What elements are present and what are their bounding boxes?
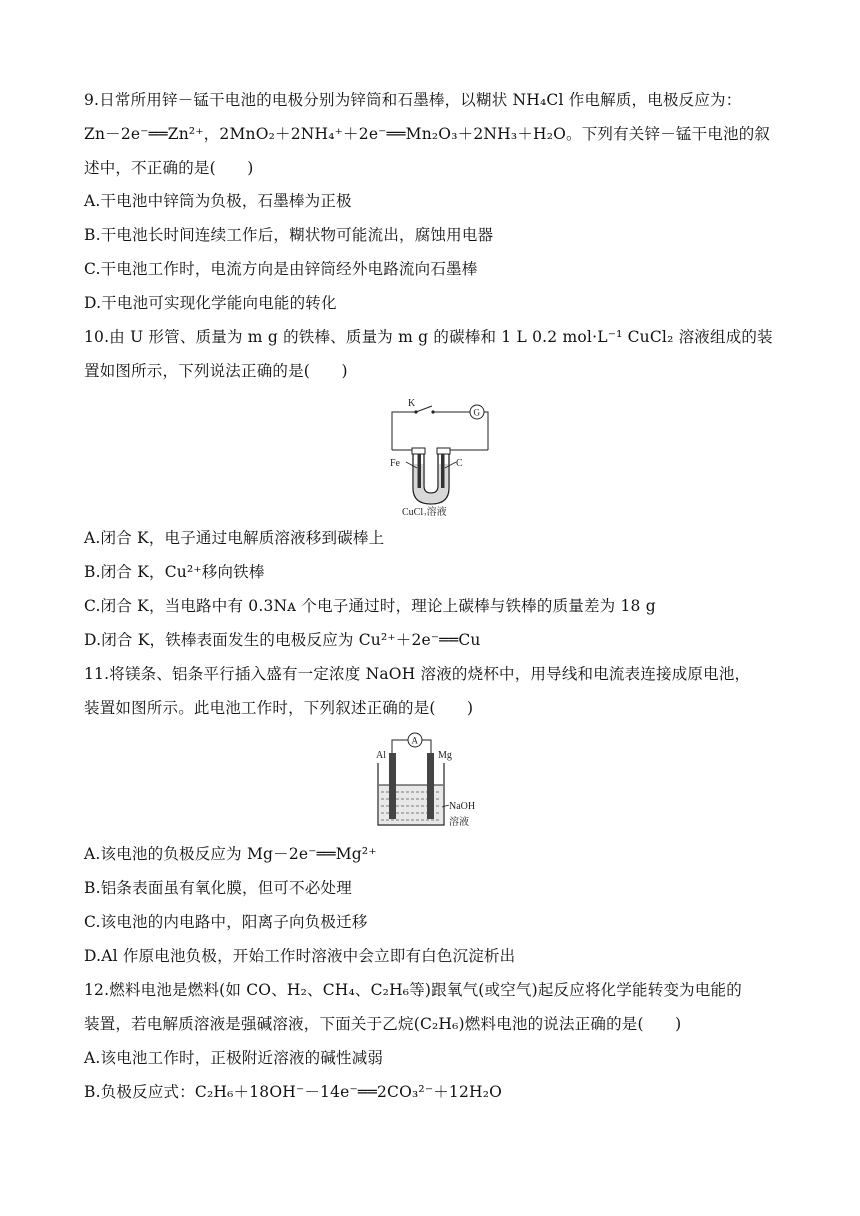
q11-stem-line-2: 装置如图所示。此电池工作时，下列叙述正确的是( ) — [84, 699, 474, 717]
q9-stem-line-2: Zn－2e⁻══Zn²⁺，2MnO₂＋2NH₄⁺＋2e⁻══Mn₂O₃＋2NH₃＋H₂O。下列有关锌－锰干电池的叙 — [84, 125, 771, 143]
q10-stem-line-1: 10.由 U 形管、质量为 m g 的铁棒、质量为 m g 的碳棒和 1 L 0.2 mol·L⁻¹ CuCl₂ 溶液组成的装 — [84, 328, 773, 346]
q10-option-d: D.闭合 K，铁棒表面发生的电极反应为 Cu²⁺＋2e⁻══Cu — [84, 631, 481, 649]
q11-ammeter-label: A — [411, 735, 418, 746]
q9-option-c: C.干电池工作时，电流方向是由锌筒经外电路流向石墨棒 — [84, 260, 478, 278]
q10-fe-label: Fe — [390, 458, 400, 469]
q11-mg-label: Mg — [438, 750, 452, 761]
q9-stem-line-1: 9.日常所用锌－锰干电池的电极分别为锌筒和石墨棒，以糊状 NH₄Cl 作电解质，电极反应为： — [84, 91, 742, 109]
q12-stem-line-2: 装置，若电解质溶液是强碱溶液，下面关于乙烷(C₂H₆)燃料电池的说法正确的是( ) — [84, 1015, 682, 1033]
q11-option-d: D.Al 作原电池负极，开始工作时溶液中会立即有白色沉淀析出 — [84, 947, 516, 965]
q10-u-tube-figure — [380, 392, 490, 516]
q10-solution-label: CuCl₂溶液 — [402, 507, 447, 516]
q11-stem-line-1: 11.将镁条、铝条平行插入盛有一定浓度 NaOH 溶液的烧杯中，用导线和电流表连接成原电池， — [84, 665, 751, 683]
q11-beaker-figure — [372, 729, 492, 833]
q12-option-b: B.负极反应式：C₂H₆＋18OH⁻－14e⁻══2CO₃²⁻＋12H₂O — [84, 1083, 503, 1101]
q11-option-c: C.该电池的内电路中，阳离子向负极迁移 — [84, 913, 368, 931]
q9-option-a: A.干电池中锌筒为负极，石墨棒为正极 — [84, 192, 352, 210]
q11-naoh-label: NaOH — [449, 801, 476, 812]
q12-stem-line-1: 12.燃料电池是燃料(如 CO、H₂、CH₄、C₂H₆等)跟氧气(或空气)起反应将化学能转变为电能的 — [84, 981, 742, 999]
q12-option-a: A.该电池工作时，正极附近溶液的碱性减弱 — [84, 1049, 384, 1067]
q10-option-a: A.闭合 K，电子通过电解质溶液移到碳棒上 — [84, 529, 385, 547]
q10-c-label: C — [456, 458, 463, 469]
q11-al-label: Al — [376, 750, 386, 761]
q9-stem-line-3: 述中，不正确的是( ) — [84, 159, 254, 177]
q11-option-a: A.该电池的负极反应为 Mg－2e⁻══Mg²⁺ — [84, 845, 377, 863]
q9-option-d: D.干电池可实现化学能向电能的转化 — [84, 294, 337, 312]
q11-solution-label: 溶液 — [449, 817, 469, 828]
q11-option-b: B.铝条表面虽有氧化膜，但可不必处理 — [84, 879, 352, 897]
q10-galvanometer-label: G — [473, 407, 480, 418]
q10-option-c: C.闭合 K，当电路中有 0.3Nᴀ 个电子通过时，理论上碳棒与铁棒的质量差为 18 g — [84, 597, 656, 615]
q9-option-b: B.干电池长时间连续工作后，糊状物可能流出，腐蚀用电器 — [84, 226, 494, 244]
q10-switch-label: K — [408, 398, 416, 409]
q10-stem-line-2: 置如图所示，下列说法正确的是( ) — [84, 362, 348, 380]
q10-option-b: B.闭合 K，Cu²⁺移向铁棒 — [84, 563, 265, 581]
